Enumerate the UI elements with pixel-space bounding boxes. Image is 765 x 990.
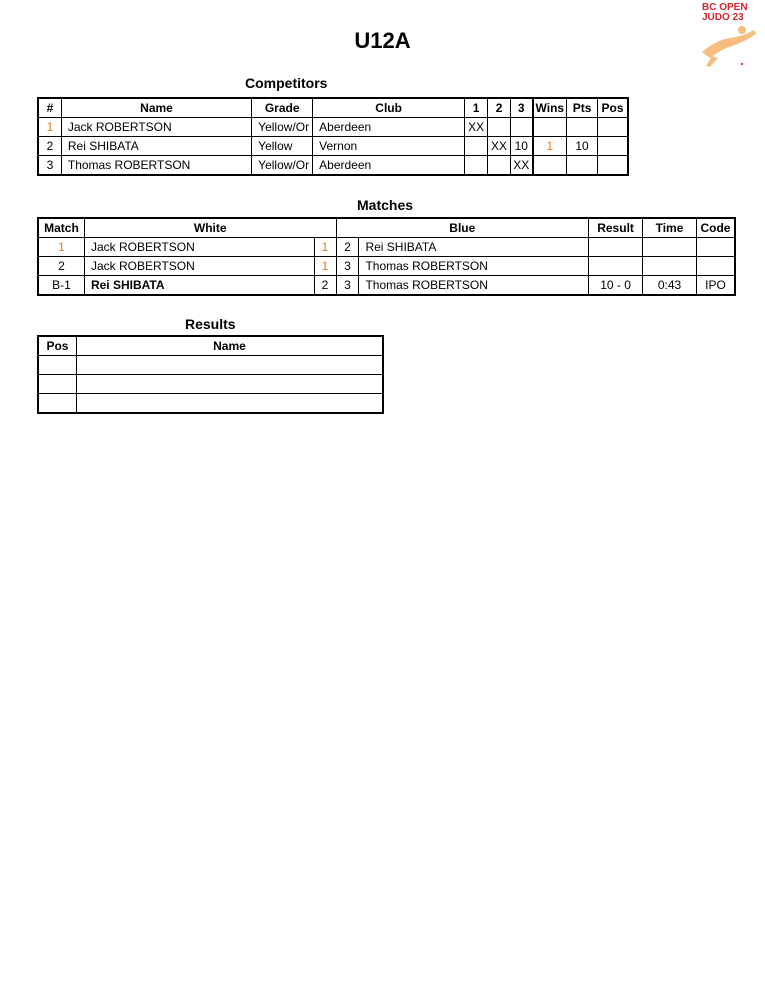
competitor-grade: Yellow/Or xyxy=(252,118,313,137)
col-club: Club xyxy=(313,99,465,118)
match-time xyxy=(643,238,697,257)
pos xyxy=(597,156,627,175)
logo-line2: JUDO 23 xyxy=(702,12,744,23)
blue-name: Rei SHIBATA xyxy=(359,238,589,257)
result-pos xyxy=(39,375,77,394)
result-name xyxy=(76,375,382,394)
col-round-2: 2 xyxy=(488,99,511,118)
match-number: 1 xyxy=(39,238,85,257)
blue-name: Thomas ROBERTSON xyxy=(359,257,589,276)
matches-header-row xyxy=(39,219,735,238)
competitors-heading: Competitors xyxy=(245,75,328,91)
match-code xyxy=(696,257,734,276)
competitor-name: Rei SHIBATA xyxy=(61,137,251,156)
white-name: Jack ROBERTSON xyxy=(84,238,314,257)
col-name: Name xyxy=(61,99,251,118)
score-r2 xyxy=(488,156,511,175)
competitor-name: Jack ROBERTSON xyxy=(61,118,251,137)
match-code: IPO xyxy=(696,276,734,295)
competitor-number: 1 xyxy=(39,118,62,137)
score-r2 xyxy=(488,118,511,137)
col-time: Time xyxy=(643,219,697,238)
white-number: 2 xyxy=(314,276,336,295)
col-pts: Pts xyxy=(567,99,598,118)
matches-heading: Matches xyxy=(357,197,414,213)
pts xyxy=(567,156,598,175)
competitor-club: Aberdeen xyxy=(313,156,465,175)
col-grade: Grade xyxy=(252,99,313,118)
match-time: 0:43 xyxy=(643,276,697,295)
table-row xyxy=(39,137,628,156)
blue-number: 2 xyxy=(336,238,359,257)
white-name: Rei SHIBATA xyxy=(84,276,314,295)
blue-number: 3 xyxy=(336,257,359,276)
pts: 10 xyxy=(567,137,598,156)
col-result: Result xyxy=(589,219,643,238)
match-result xyxy=(589,257,643,276)
competitor-grade: Yellow xyxy=(252,137,313,156)
match-code xyxy=(696,238,734,257)
competitor-name: Thomas ROBERTSON xyxy=(61,156,251,175)
score-r2: XX xyxy=(488,137,511,156)
competitor-number: 2 xyxy=(39,137,62,156)
match-time xyxy=(643,257,697,276)
blue-number: 3 xyxy=(336,276,359,295)
result-name xyxy=(76,394,382,413)
blue-name: Thomas ROBERTSON xyxy=(359,276,589,295)
white-number: 1 xyxy=(314,257,336,276)
white-number: 1 xyxy=(314,238,336,257)
pos xyxy=(597,118,627,137)
results-table xyxy=(38,336,383,413)
matches-table xyxy=(38,218,735,295)
wins: 1 xyxy=(533,137,567,156)
table-row xyxy=(39,356,383,375)
score-r1 xyxy=(465,156,488,175)
col-round-3: 3 xyxy=(511,99,533,118)
table-row xyxy=(39,276,735,295)
table-row xyxy=(39,118,628,137)
table-row xyxy=(39,156,628,175)
match-result xyxy=(589,238,643,257)
col-number: # xyxy=(39,99,62,118)
col-pos: Pos xyxy=(39,337,77,356)
col-pos: Pos xyxy=(597,99,627,118)
table-row xyxy=(39,257,735,276)
pos xyxy=(597,137,627,156)
competitor-grade: Yellow/Or xyxy=(252,156,313,175)
competitor-club: Aberdeen xyxy=(313,118,465,137)
logo-line1: BC OPEN xyxy=(702,2,748,13)
col-code: Code xyxy=(696,219,734,238)
table-row xyxy=(39,375,383,394)
wins xyxy=(533,118,567,137)
white-name: Jack ROBERTSON xyxy=(84,257,314,276)
page-title: U12A xyxy=(354,28,411,53)
score-r1: XX xyxy=(465,118,488,137)
match-number: B-1 xyxy=(39,276,85,295)
score-r3: 10 xyxy=(511,137,533,156)
score-r3: XX xyxy=(511,156,533,175)
results-header-row xyxy=(39,337,383,356)
pts xyxy=(567,118,598,137)
score-r3 xyxy=(511,118,533,137)
result-name xyxy=(76,356,382,375)
competitor-club: Vernon xyxy=(313,137,465,156)
score-r1 xyxy=(465,137,488,156)
col-round-1: 1 xyxy=(465,99,488,118)
col-white: White xyxy=(84,219,336,238)
result-pos xyxy=(39,356,77,375)
table-row xyxy=(39,394,383,413)
results-heading: Results xyxy=(185,316,236,332)
match-result: 10 - 0 xyxy=(589,276,643,295)
table-row xyxy=(39,238,735,257)
col-wins: Wins xyxy=(533,99,567,118)
result-pos xyxy=(39,394,77,413)
col-name: Name xyxy=(76,337,382,356)
col-match: Match xyxy=(39,219,85,238)
competitor-number: 3 xyxy=(39,156,62,175)
wins xyxy=(533,156,567,175)
match-number: 2 xyxy=(39,257,85,276)
col-blue: Blue xyxy=(336,219,589,238)
competitors-table xyxy=(38,98,628,175)
competitors-header-row xyxy=(39,99,628,118)
